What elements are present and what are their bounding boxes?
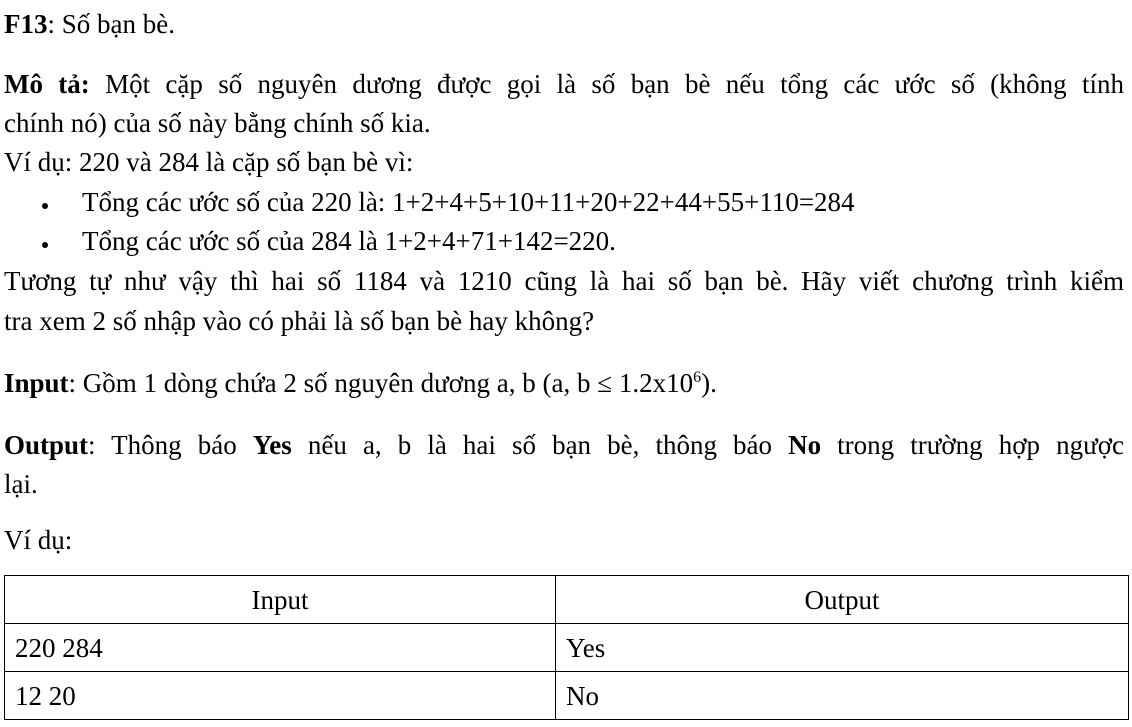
description-line-1 [4, 68, 1124, 100]
bullet-dot [42, 242, 48, 248]
problem-title [4, 8, 175, 40]
output-no: No [788, 430, 822, 460]
table-row [5, 672, 1129, 720]
input-label: Input [4, 368, 69, 398]
output-text-1: : Thông báo [88, 430, 253, 460]
example-table [4, 575, 1129, 720]
paragraph-line-2: tra xem 2 số nhập vào có phải là số bạn bè hay không? [4, 306, 595, 336]
table-cell-input: 220 284 [5, 624, 556, 672]
table-header-row [5, 576, 1129, 624]
description-label: Mô tả [4, 69, 81, 99]
input-text-end: ). [701, 368, 717, 398]
table-cell-output: Yes [556, 624, 1129, 672]
output-spec-line-2: lại. [4, 469, 38, 499]
description-separator: : [80, 69, 90, 99]
output-text-2: nếu a, b là hai số bạn bè, thông báo [291, 430, 789, 460]
table-cell-input: 12 20 [5, 672, 556, 720]
description-text-1: Một cặp số nguyên dương được gọi là số bạn bè nếu tổng các ước số (không tính [89, 69, 1124, 99]
input-text: : Gồm 1 dòng chứa 2 số nguyên dương a, b (a, b ≤ 1.2x10 [68, 368, 694, 398]
output-yes: Yes [252, 430, 292, 460]
title-text: Số bạn bè. [55, 9, 175, 39]
table-row [5, 624, 1129, 672]
input-exponent: 6 [693, 369, 702, 386]
table-header-output: Output [556, 576, 1129, 624]
bullet-item-2: Tổng các ước số của 284 là 1+2+4+71+142=220. [82, 226, 616, 256]
example-intro: Ví dụ: 220 và 284 là cặp số bạn bè vì: [4, 147, 414, 177]
title-separator: : [47, 9, 56, 39]
output-label: Output [4, 430, 89, 460]
input-spec [4, 367, 717, 399]
table-header-input: Input [5, 576, 556, 624]
description-line-2: chính nó) của số này bằng chính số kia. [4, 108, 431, 138]
problem-code: F13 [4, 9, 48, 39]
output-text-3: trong trường hợp ngược [821, 430, 1124, 460]
output-spec-line-1 [4, 429, 1124, 461]
table-cell-output: No [556, 672, 1129, 720]
bullet-dot [42, 203, 48, 209]
bullet-item-1: Tổng các ước số của 220 là: 1+2+4+5+10+11+20+22+44+55+110=284 [82, 187, 855, 217]
paragraph-line-1: Tương tự như vậy thì hai số 1184 và 1210 cũng là hai số bạn bè. Hãy viết chương trình kiểm [4, 266, 1124, 296]
example-label: Ví dụ: [4, 525, 73, 555]
